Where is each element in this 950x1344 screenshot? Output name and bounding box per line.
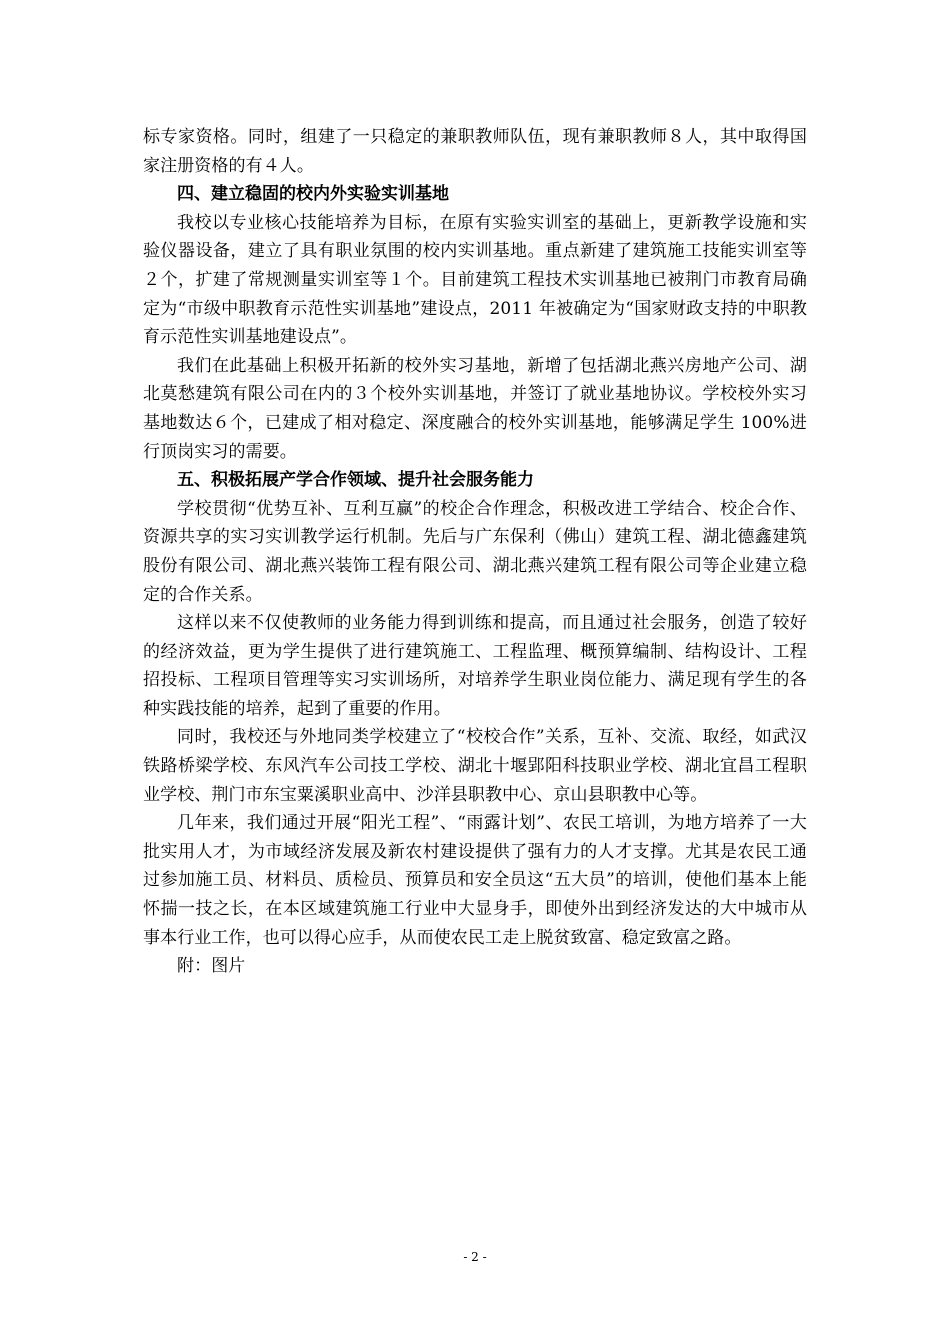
paragraph-school-cooperation: 同时，我校还与外地同类学校建立了“校校合作”关系，互补、交流、取经，如武汉铁路桥梁学校、东风汽车公司技工学校、湖北十堰郢阳科技职业学校、湖北宜昌工程职业学校、荆门市东宝粟溪职业高中、沙洋县职教中心、京山县职教中心等。 — [143, 727, 807, 805]
paragraph-continuation: 标专家资格。同时，组建了一只稳定的兼职教师队伍，现有兼职教师８人，其中取得国家注册资格的有４人。 — [143, 127, 807, 176]
paragraph-training-programs: 几年来，我们通过开展“阳光工程”、“雨露计划”、农民工培训，为地方培养了一大批实用人才，为市域经济发展及新农村建设提供了强有力的人才支撑。尤其是农民工通过参加施工员、材料员、质检员、预算员和安全员这“五大员”的培训，使他们基本上能怀揣一技之长，在本区域建筑施工行业中大显身手，即使外出到经济发达的大中城市从事本行业工作，也可以得心应手，从而使农民工走上脱贫致富、稳定致富之路。 — [143, 813, 807, 948]
section-heading-4: 四、建立稳固的校内外实验实训基地 — [177, 184, 449, 205]
paragraph-training-base: 我校以专业核心技能培养为目标，在原有实验实训室的基础上，更新教学设施和实验仪器设备，建立了具有职业氛围的校内实训基地。重点新建了建筑施工技能实训室等２个，扩建了常规测量实训室等１个。目前建筑工程技术实训基地已被荆门市教育局确定为“市级中职教育示范性实训基地”建设点，2011 年被确定为“国家财政支持的中职教育示范性实训基地建设点”。 — [143, 212, 807, 348]
document-body — [143, 123, 807, 981]
page-number: - 2 - — [463, 1250, 487, 1264]
paragraph-cooperation: 学校贯彻“优势互补、互利互赢”的校企合作理念，积极改进工学结合、校企合作、资源共享的实习实训教学运行机制。先后与广东保利（佛山）建筑工程、湖北德鑫建筑股份有限公司、湖北燕兴装饰工程有限公司、湖北燕兴建筑工程有限公司等企业建立稳定的合作关系。 — [143, 498, 807, 605]
paragraph-attachment: 附：图片 — [177, 956, 246, 977]
paragraph-external-base: 我们在此基础上积极开拓新的校外实习基地，新增了包括湖北燕兴房地产公司、湖北莫愁建筑有限公司在内的３个校外实训基地，并签订了就业基地协议。学校校外实习基地数达６个，已建成了相对稳定、深度融合的校外实训基地，能够满足学生 100%进行顶岗实习的需要。 — [143, 355, 807, 462]
section-heading-5: 五、积极拓展产学合作领域、提升社会服务能力 — [177, 470, 534, 491]
paragraph-benefits: 这样以来不仅使教师的业务能力得到训练和提高，而且通过社会服务，创造了较好的经济效益，更为学生提供了进行建筑施工、工程监理、概预算编制、结构设计、工程招投标、工程项目管理等实习实训场所，对培养学生职业岗位能力、满足现有学生的各种实践技能的培养，起到了重要的作用。 — [143, 613, 807, 719]
